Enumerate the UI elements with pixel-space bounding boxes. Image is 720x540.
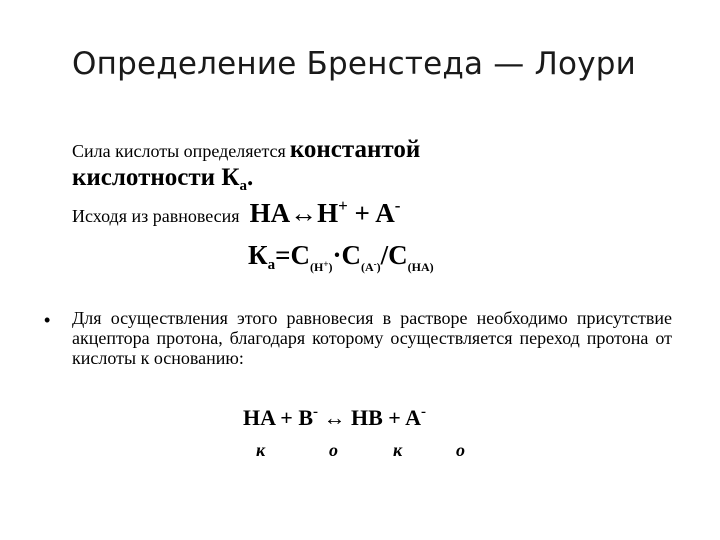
h-concentration: (H+) [309,259,333,274]
dot-c: ·C [332,240,361,270]
b-charge: - [313,404,318,420]
a-charge: - [394,196,401,215]
ka-symbol: К [248,240,268,270]
acidity-constant-subscript: а [239,178,247,194]
equilibrium-intro: Исходя из равновесия [72,206,240,226]
label-acid-1: к [256,440,266,460]
a-term: + A [347,198,395,228]
slide-title: Определение Бренстеда — Лоури [72,46,636,82]
hb-a-term: ↔ HB + A [318,405,421,430]
dissociation-equation [250,198,401,228]
ka-subscript: a [267,257,276,273]
a-minus-charge: - [421,404,426,420]
acid-base-labels [0,440,720,464]
slash-c: /C [380,240,408,270]
constant-word: константой [289,136,421,163]
label-base-2: о [456,440,465,460]
acidity-constant-line [72,164,253,195]
ha-b-term: HA + B [243,405,313,430]
acidity-constant-period: . [246,164,254,191]
proton-acceptor-paragraph: Для осуществления этого равновесия в растворе необходимо присутствие акцептора протона, благодаря которому осуществляется переход протона от кислоты к основанию: [72,308,672,368]
label-acid-2: к [393,440,403,460]
equilibrium-line [72,196,400,229]
a-concentration: (A-) [360,259,381,274]
ka-formula [248,240,434,275]
label-base-1: о [329,440,338,460]
acid-strength-line [72,136,420,164]
ha-concentration: (HA) [407,260,434,274]
h-charge: + [338,196,348,215]
ha-h-term: HA↔H [249,198,339,228]
ka-equals-c: =C [275,240,310,270]
bullet-point: • [44,310,51,330]
acid-strength-text: Сила кислоты определяется [72,141,286,161]
acidity-constant-text: кислотности К [72,164,240,191]
acid-base-equation [243,404,426,431]
